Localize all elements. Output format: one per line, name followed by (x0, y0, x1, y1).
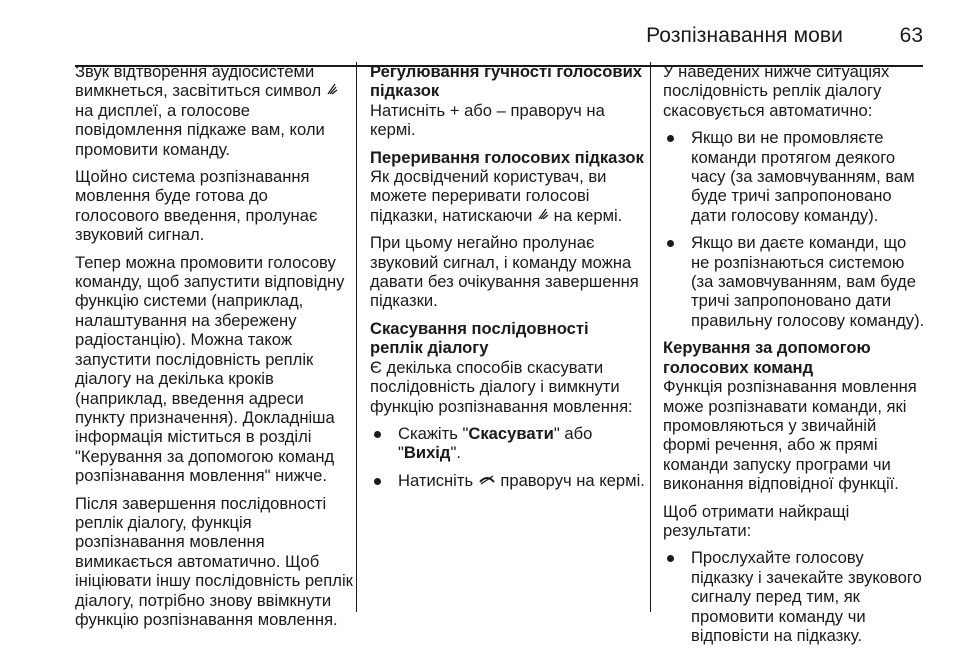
list-item: Якщо ви даєте команди, що не розпізнаються системою (за замовчуванням, вам буде тричі запропоновано дати правильну голосову команду). (663, 233, 928, 330)
section-heading: Переривання голосових підказок (370, 147, 644, 167)
column-1 (75, 62, 353, 637)
list-item: Натисніть праворуч на кермі. (370, 471, 645, 490)
bullet-list (663, 548, 928, 645)
paragraph: При цьому негайно пролунає звуковий сигнал, і команду можна давати без очікування завершення підказки. (370, 233, 639, 311)
paragraph: У наведених нижче ситуаціях послідовність реплік діалогу скасовується автоматично: (663, 62, 890, 120)
column-divider-1 (356, 62, 357, 612)
paragraph: Як досвідчений користувач, ви можете переривати голосові підказки, натискаючи на кермі. (370, 167, 623, 225)
page-number: 63 (899, 24, 923, 47)
plus-icon: + (449, 100, 460, 120)
paragraph: Щоб отримати найкращі результати: (663, 501, 850, 540)
section-heading: Скасування послідовності реплік діалогу (370, 318, 589, 358)
list-item: Скажіть "Скасувати" або "Вихід". (370, 424, 645, 463)
paragraph: Є декілька способів скасувати послідовність діалогу і вимкнути функцію розпізнавання мовлення: (370, 357, 633, 416)
paragraph: Звук відтворення аудіосистеми вимкнеться, засвітиться символ на дисплеї, а голосове повідомлення підкаже вам, коли промовити команду. (75, 62, 353, 159)
paragraph: Натисніть + або – праворуч на кермі. (370, 100, 605, 140)
paragraph: Функція розпізнавання мовлення може розпізнавати команди, які промовляються у звичайній формі речення, або ж прямі команди запуску програми чи виконання відповідної функції. (663, 377, 917, 494)
bullet-list (663, 128, 928, 330)
section-heading: Керування за допомогою голосових команд (663, 338, 871, 377)
list-item: Прослухайте голосову підказку і зачекайте звукового сигналу перед тим, як промовити команду чи відповісти на підказку. (663, 548, 928, 645)
column-3 (663, 62, 928, 653)
page-header (75, 18, 923, 48)
paragraph: Після завершення послідовності реплік діалогу, функція розпізнавання мовлення вимикається автоматично. Щоб ініціювати іншу послідовність реплік діалогу, потрібно знову ввімкнути функцію розпізнавання мовлення. (75, 493, 353, 629)
column-2 (370, 62, 645, 498)
column-divider-2 (650, 62, 651, 612)
section-heading: Регулювання гучності голосових підказок (370, 62, 643, 101)
bullet-list (370, 424, 645, 490)
paragraph: Тепер можна промовити голосову команду, щоб запустити відповідну функцію системи (наприклад, налаштування на збережену радіостанцію). Можна також запустити послідовність реплік діалогу на декілька кроків (наприклад, введення адреси пункту призначення). Докладніша інформація міститься в розділі "Керування за допомогою команд розпізнавання мовлення" нижче. (75, 252, 345, 486)
page-title: Розпізнавання мови (646, 24, 843, 47)
voice-command-icon (326, 81, 338, 100)
minus-icon: – (496, 100, 506, 120)
voice-command-icon (537, 206, 549, 225)
paragraph: Щойно система розпізнавання мовлення буде готова до голосового введення, пролунає звуковий сигнал. (75, 167, 318, 245)
end-call-icon (478, 471, 496, 490)
list-item: Якщо ви не промовляєте команди протягом деякого часу (за замовчуванням, вам буде тричі запропоновано дати голосову команду). (663, 128, 928, 225)
